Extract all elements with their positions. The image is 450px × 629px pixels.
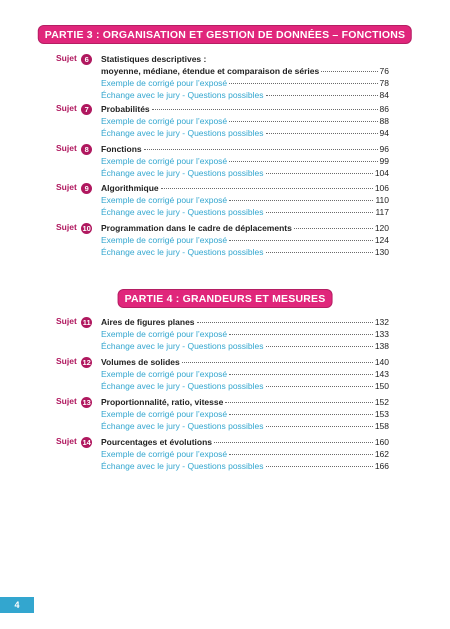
part-4-banner: PARTIE 4 : GRANDEURS ET MESURES [119, 290, 332, 307]
sujet-number-badge: 14 [82, 438, 91, 447]
toc-entry-echange[interactable]: Échange avec le jury - Questions possibles 166 [101, 461, 389, 471]
sujet-label: Sujet 13 [56, 396, 91, 407]
toc-entry-echange[interactable]: Échange avec le jury - Questions possibles 158 [101, 421, 389, 431]
toc-entry-main[interactable]: Proportionnalité, ratio, vitesse 152 [101, 397, 389, 407]
sujet-label: Sujet 8 [56, 143, 92, 155]
toc-entry-corrige[interactable]: Exemple de corrigé pour l’exposé 162 [101, 449, 389, 459]
part-3-banner: PARTIE 3 : ORGANISATION ET GESTION DE DONNÉES – FONCTIONS [39, 26, 411, 43]
sujet-label: Sujet 11 [56, 316, 91, 327]
toc-entry-echange[interactable]: Échange avec le jury - Questions possibles 117 [101, 207, 389, 217]
toc-entry-echange[interactable]: Échange avec le jury - Questions possibles 94 [101, 128, 389, 138]
toc-entry-echange[interactable]: Échange avec le jury - Questions possibles 150 [101, 381, 389, 391]
toc-entry-echange[interactable]: Échange avec le jury - Questions possibles 130 [101, 247, 389, 257]
toc-entry-corrige[interactable]: Exemple de corrigé pour l’exposé 133 [101, 329, 389, 339]
toc-entry-echange[interactable]: Échange avec le jury - Questions possibles 104 [101, 168, 389, 178]
sujet-number-badge: 11 [82, 318, 91, 327]
toc-entry-main[interactable]: Pourcentages et évolutions 160 [101, 437, 389, 447]
toc-entry-main[interactable]: Algorithmique 106 [101, 183, 389, 193]
toc-entry-main[interactable]: Probabilités 86 [101, 104, 389, 114]
sujet-number-badge: 13 [82, 398, 91, 407]
sujet-number-badge: 8 [81, 144, 92, 155]
toc-entry-main[interactable]: Volumes de solides 140 [101, 357, 389, 367]
toc-entry-main[interactable]: Fonctions 96 [101, 144, 389, 154]
sujet-label: Sujet 14 [56, 436, 91, 447]
sujet-label: Sujet 6 [56, 53, 92, 65]
sujet-label: Sujet 12 [56, 356, 91, 367]
sujet-number-badge: 12 [82, 358, 91, 367]
page-number: 4 [0, 597, 34, 613]
toc-entry-echange[interactable]: Échange avec le jury - Questions possibles 84 [101, 90, 389, 100]
toc-entry-corrige[interactable]: Exemple de corrigé pour l’exposé 143 [101, 369, 389, 379]
sujet-number-badge: 6 [81, 54, 92, 65]
toc-entry-main[interactable]: Aires de figures planes 132 [101, 317, 389, 327]
toc-entry-corrige[interactable]: Exemple de corrigé pour l’exposé 124 [101, 235, 389, 245]
toc-entry-corrige[interactable]: Exemple de corrigé pour l’exposé 88 [101, 116, 389, 126]
toc-entry-corrige[interactable]: Exemple de corrigé pour l’exposé 78 [101, 78, 389, 88]
toc-entry-corrige[interactable]: Exemple de corrigé pour l’exposé 110 [101, 195, 389, 205]
toc-entry-main[interactable]: moyenne, médiane, étendue et comparaison de séries 76 [101, 66, 389, 76]
toc-entry-title-line: Statistiques descriptives : [101, 54, 207, 64]
sujet-number-badge: 10 [82, 224, 91, 233]
sujet-label: Sujet 10 [56, 222, 91, 233]
toc-entry-echange[interactable]: Échange avec le jury - Questions possibles 138 [101, 341, 389, 351]
sujet-label: Sujet 9 [56, 182, 92, 194]
sujet-number-badge: 9 [81, 183, 92, 194]
sujet-label: Sujet 7 [56, 103, 92, 115]
toc-entry-corrige[interactable]: Exemple de corrigé pour l’exposé 99 [101, 156, 389, 166]
sujet-number-badge: 7 [81, 104, 92, 115]
toc-entry-main[interactable]: Programmation dans le cadre de déplacements 120 [101, 223, 389, 233]
toc-entry-corrige[interactable]: Exemple de corrigé pour l’exposé 153 [101, 409, 389, 419]
